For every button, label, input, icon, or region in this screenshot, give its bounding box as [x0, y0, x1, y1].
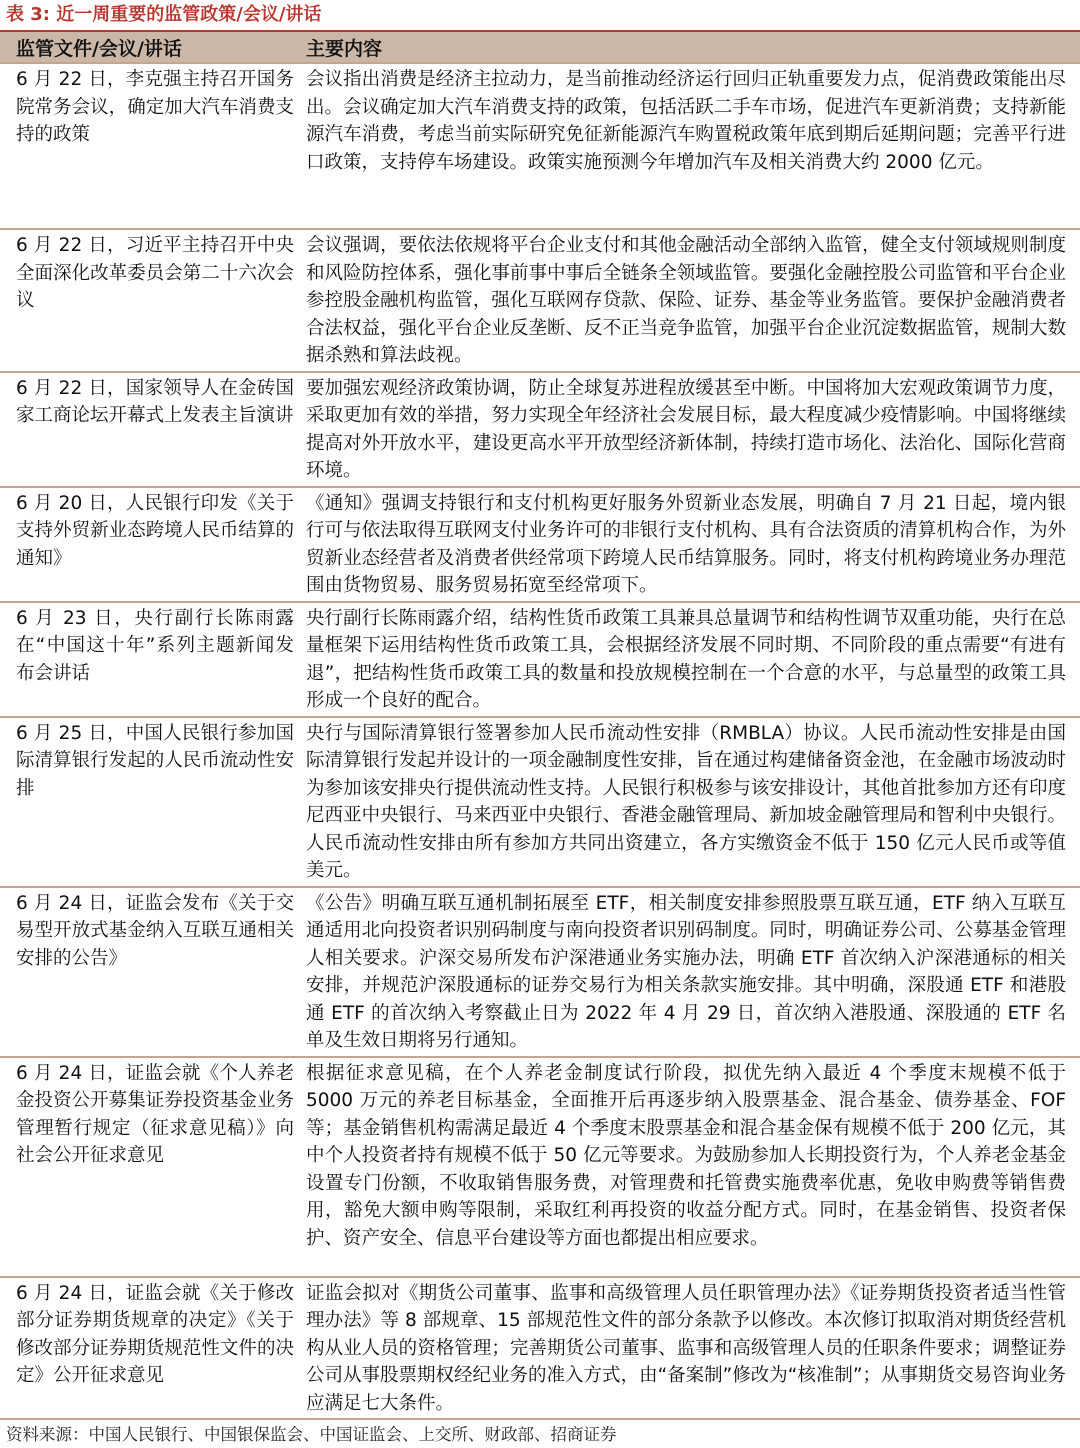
source-note: 资料来源：中国人民银行、中国银保监会、中国证监会、上交所、财政部、招商证券: [6, 1425, 617, 1444]
row-title: 6 月 22 日，国家领导人在金砖国家工商论坛开幕式上发表主旨演讲: [0, 372, 300, 487]
header-content: 主要内容: [300, 32, 1080, 63]
table-caption: 表 3: 近一周重要的监管政策/会议/讲话: [0, 0, 1080, 32]
row-content: 央行副行长陈雨露介绍，结构性货币政策工具兼具总量调节和结构性调节双重功能，央行在总量框架下运用结构性货币政策工具，会根据经济发展不同时期、不同阶段的重点需要“有进有退”，把结构性货币政策工具的数量和投放规模控制在一个合意的水平，与总量型的政策工具形成一个良好的配合。: [300, 602, 1080, 717]
row-title: 6 月 20 日，人民银行印发《关于支持外贸新业态跨境人民币结算的通知》: [0, 487, 300, 602]
table-row: [0, 717, 1080, 887]
row-content: 要加强宏观经济政策协调，防止全球复苏进程放缓甚至中断。中国将加大宏观政策调节力度，采取更加有效的举措，努力实现全年经济社会发展目标，最大程度减少疫情影响。中国将继续提高对外开放水平，建设更高水平开放型经济新体制，持续打造市场化、法治化、国际化营商环境。: [300, 372, 1080, 487]
row-title: 6 月 24 日，证监会就《个人养老金投资公开募集证券投资基金业务管理暂行规定（征求意见稿）》向社会公开征求意见: [0, 1057, 300, 1277]
row-content: 《公告》明确互联互通机制拓展至 ETF，相关制度安排参照股票互联互通，ETF 纳入互联互通适用北向投资者识别码制度与南向投资者识别码制度。同时，明确证券公司、公募基金管理人相关要求。沪深交易所发布沪深港通业务实施办法，明确 ETF 首次纳入沪深港通标的相关安排，并规范沪深股通标的证券交易行为相关条款实施安排。其中明确，深股通 ETF 和港股通 ETF 的首次纳入考察截止日为 2022 年 4 月 29 日，首次纳入港股通、深股通的 ETF 名单及生效日期将另行通知。: [300, 887, 1080, 1057]
row-content: 央行与国际清算银行签署参加人民币流动性安排（RMBLA）协议。人民币流动性安排是由国际清算银行发起并设计的一项金融制度性安排，旨在通过构建储备资金池，在金融市场波动时为参加该安排央行提供流动性支持。人民银行积极参与该安排设计，其他首批参加方还有印度尼西亚中央银行、马来西亚中央银行、香港金融管理局、新加坡金融管理局和智利中央银行。人民币流动性安排由所有参加方共同出资建立，各方实缴资金不低于 150 亿元人民币或等值美元。: [300, 717, 1080, 887]
table-row: [0, 229, 1080, 372]
row-content: 会议指出消费是经济主拉动力，是当前推动经济运行回归正轨重要发力点，促消费政策能出尽出。会议确定加大汽车消费支持的政策，包括活跃二手车市场，促进汽车更新消费；支持新能源汽车消费，考虑当前实际研究免征新能源汽车购置税政策年底到期后延期问题；完善平行进口政策，支持停车场建设。政策实施预测今年增加汽车及相关消费大约 2000 亿元。: [300, 63, 1080, 229]
table-row: [0, 63, 1080, 229]
row-content: 根据征求意见稿，在个人养老金制度试行阶段，拟优先纳入最近 4 个季度末规模不低于 5000 万元的养老目标基金，全面推开后再逐步纳入股票基金、混合基金、债券基金、FOF 等；基金销售机构需满足最近 4 个季度末股票基金和混合基金保有规模不低于 200 亿元，其中个人投资者持有规模不低于 50 亿元等要求。为鼓励参加人长期投资行为，个人养老金基金设置专门份额，不收取销售服务费，对管理费和托管费实施费率优惠，免收申购费等销售费用，豁免大额申购等限制，采取红利再投资的收益分配方式。同时，在基金销售、投资者保护、资产安全、信息平台建设等方面也都提出相应要求。: [300, 1057, 1080, 1277]
table-row: [0, 372, 1080, 487]
row-title: 6 月 22 日，李克强主持召开国务院常务会议，确定加大汽车消费支持的政策: [0, 63, 300, 229]
row-title: 6 月 25 日，中国人民银行参加国际清算银行发起的人民币流动性安排: [0, 717, 300, 887]
table-row: [0, 887, 1080, 1057]
row-content: 《通知》强调支持银行和支付机构更好服务外贸新业态发展，明确自 7 月 21 日起，境内银行可与依法取得互联网支付业务许可的非银行支付机构、具有合法资质的清算机构合作，为外贸新业态经营者及消费者供经常项下跨境人民币结算服务。同时，将支付机构跨境业务办理范围由货物贸易、服务贸易拓宽至经常项下。: [300, 487, 1080, 602]
row-title: 6 月 22 日，习近平主持召开中央全面深化改革委员会第二十六次会议: [0, 229, 300, 372]
row-content: 会议强调，要依法依规将平台企业支付和其他金融活动全部纳入监管，健全支付领域规则制度和风险防控体系，强化事前事中事后全链条全领域监管。要强化金融控股公司监管和平台企业参控股金融机构监管，强化互联网存贷款、保险、证券、基金等业务监管。要保护金融消费者合法权益，强化平台企业反垄断、反不正当竞争监管，加强平台企业沉淀数据监管，规制大数据杀熟和算法歧视。: [300, 229, 1080, 372]
header-document: 监管文件/会议/讲话: [0, 32, 300, 63]
row-title: 6 月 24 日，证监会发布《关于交易型开放式基金纳入互联互通相关安排的公告》: [0, 887, 300, 1057]
regulation-table: [0, 32, 1080, 1420]
table-row: [0, 1277, 1080, 1420]
row-content: 证监会拟对《期货公司董事、监事和高级管理人员任职管理办法》《证券期货投资者适当性管理办法》等 8 部规章、15 部规范性文件的部分条款予以修改。本次修订拟取消对期货经营机构从业人员的资格管理；完善期货公司董事、监事和高级管理人员的任职条件要求；调整证券公司从事股票期权经纪业务的准入方式，由“备案制”修改为“核准制”；从事期货交易咨询业务应满足七大条件。: [300, 1277, 1080, 1420]
table-header-row: [0, 32, 1080, 63]
table-row: [0, 1057, 1080, 1277]
row-title: 6 月 23 日，央行副行长陈雨露在“中国这十年”系列主题新闻发布会讲话: [0, 602, 300, 717]
table-row: [0, 602, 1080, 717]
row-title: 6 月 24 日，证监会就《关于修改部分证券期货规章的决定》《关于修改部分证券期货规范性文件的决定》公开征求意见: [0, 1277, 300, 1420]
table-row: [0, 487, 1080, 602]
